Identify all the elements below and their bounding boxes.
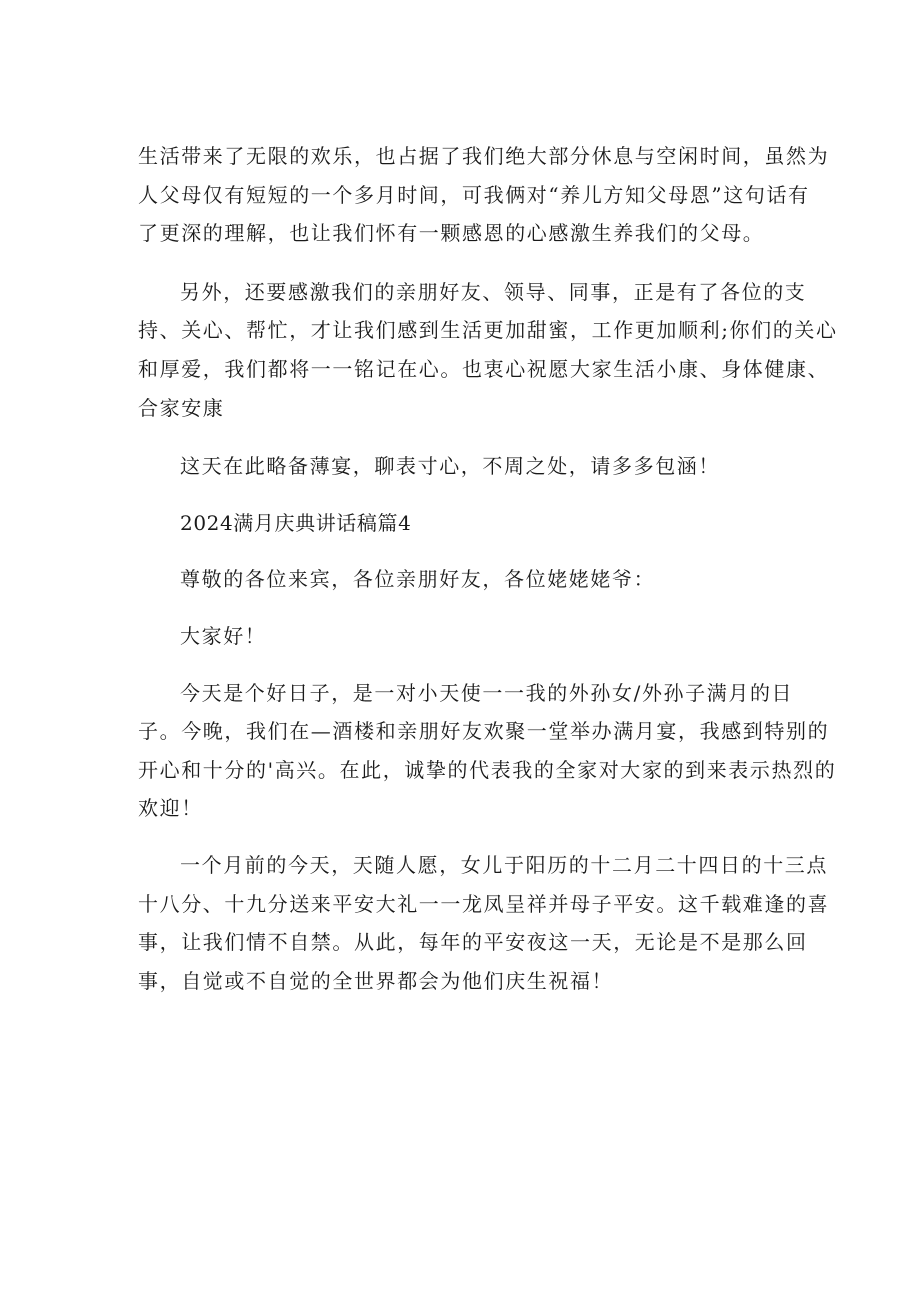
document-body	[138, 137, 838, 1000]
paragraph-spacing	[138, 253, 798, 273]
paragraph	[138, 560, 798, 599]
paragraph-spacing	[138, 656, 798, 674]
paragraph-spacing	[138, 599, 798, 617]
text-line: 尊敬的各位来宾，各位亲朋好友，各位姥姥姥爷：	[180, 567, 656, 592]
paragraph	[138, 273, 838, 427]
paragraph	[138, 846, 830, 1000]
text-line: 一个月前的今天，天随人愿，女儿于阳历的十二月二十四日的十三点	[180, 852, 828, 877]
text-line: 大家好！	[180, 623, 267, 648]
text-line: 和厚爱，我们都将一一铭记在心。也衷心祝愿大家生活小康、身体健康、	[138, 356, 830, 381]
paragraph	[138, 137, 830, 253]
text-line: 今天是个好日子，是一对小天使一一我的外孙女/外孙子满月的日	[180, 680, 794, 705]
text-line: 开心和十分的'高兴。在此，诚挚的代表我的全家对大家的到来表示热烈的	[138, 757, 837, 782]
text-line: 子。今晚，我们在—酒楼和亲朋好友欢聚一堂举办满月宴，我感到特别的	[138, 719, 830, 744]
text-line: 另外，还要感激我们的亲朋好友、领导、同事，正是有了各位的支	[180, 279, 807, 304]
text-line: 了更深的理解，也让我们怀有一颗感恩的心感激生养我们的父母。	[138, 221, 765, 246]
text-line: 欢迎！	[138, 796, 203, 821]
heading-text: 2024满月庆典讲话稿篇4	[180, 510, 412, 535]
text-line: 事，自觉或不自觉的全世界都会为他们庆生祝福！	[138, 968, 614, 993]
paragraph	[138, 674, 837, 828]
paragraph-spacing	[138, 427, 798, 447]
text-line: 持、关心、帮忙，才让我们感到生活更加甜蜜，工作更加顺利;你们的关心	[138, 318, 838, 343]
paragraph-spacing	[138, 486, 798, 504]
text-line: 事，让我们情不自禁。从此，每年的平安夜这一天，无论是不是那么回	[138, 930, 808, 955]
paragraph-spacing	[138, 542, 798, 560]
paragraph-spacing	[138, 828, 798, 846]
section-heading	[138, 504, 798, 543]
text-line: 生活带来了无限的欢乐，也占据了我们绝大部分休息与空闲时间，虽然为	[138, 144, 830, 168]
text-line: 十八分、十九分送来平安大礼一一龙凤呈祥并母子平安。这千载难逢的喜	[138, 891, 830, 916]
text-line: 合家安康	[138, 395, 225, 420]
text-line: 人父母仅有短短的一个多月时间，可我俩对“养儿方知父母恩”这句话有	[138, 182, 810, 207]
paragraph	[138, 617, 798, 656]
text-line: 这天在此略备薄宴，聊表寸心，不周之处，请多多包涵！	[180, 454, 720, 479]
paragraph	[138, 447, 798, 486]
